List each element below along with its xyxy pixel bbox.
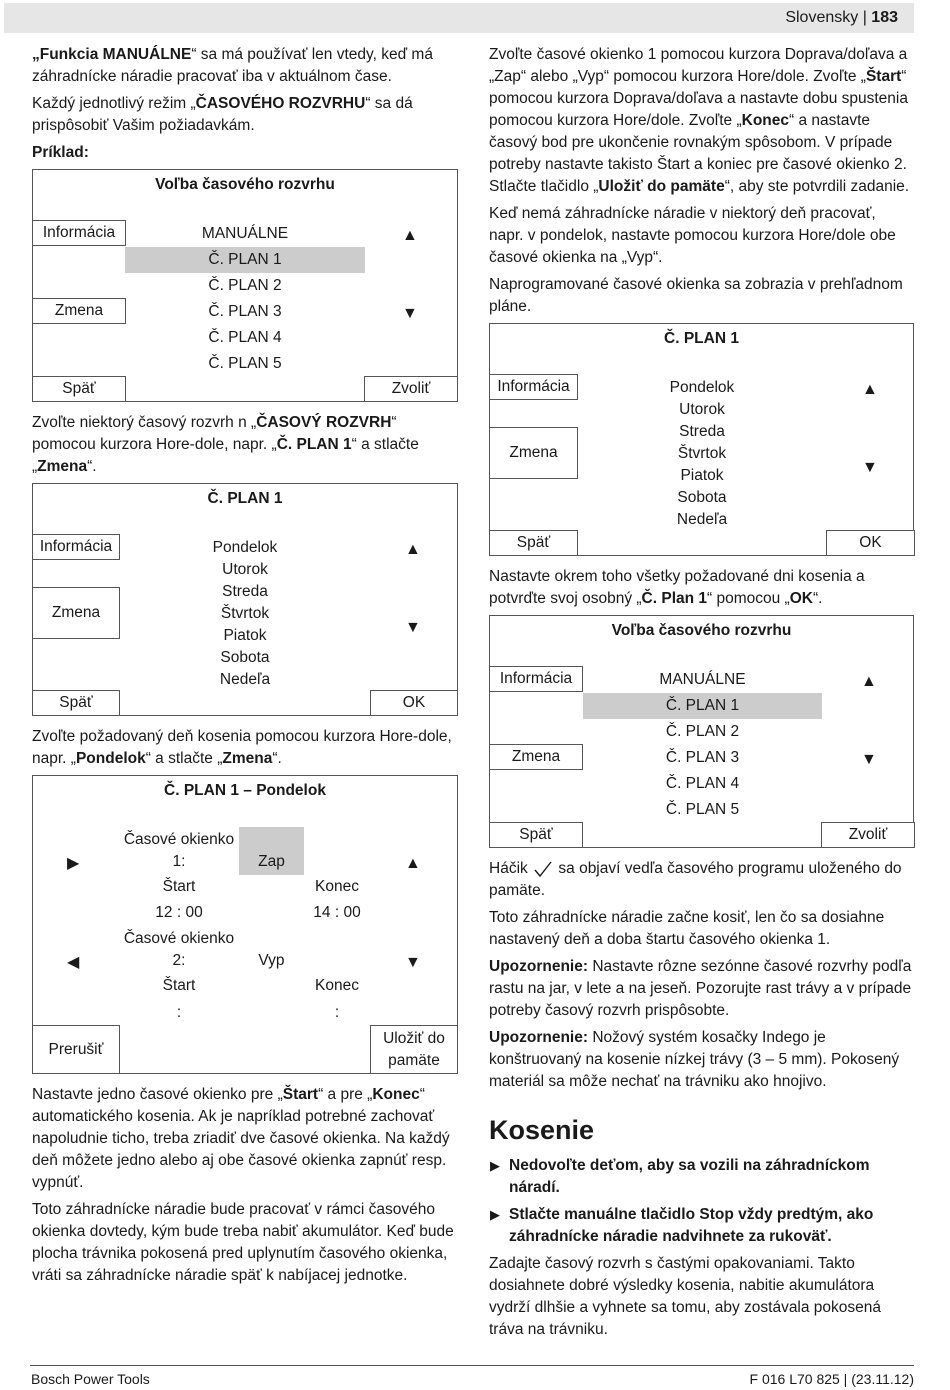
- window1-label: [119, 829, 239, 873]
- info-button[interactable]: Informácia: [32, 220, 126, 246]
- display-plan-days: [32, 483, 458, 716]
- bold-text: ČASOVÉHO ROZVRHU: [195, 95, 366, 112]
- footer-divider: [30, 1365, 914, 1366]
- window1-end-label: Konec: [315, 878, 359, 895]
- text: Keď nemá záhradnícke náradie v niektorý deň pracovať, napr. v pondelok, nastavte pomocou kurzora Hore/dole obe časové okienka na „Vyp“.: [489, 205, 896, 266]
- list-item[interactable]: Piatok: [680, 467, 724, 484]
- text: sa objaví vedľa časového programu uloženého do pamäte.: [489, 860, 902, 899]
- text: Nastavte okrem toho všetky požadované dni kosenia a potvrďte svoj osobný „: [489, 568, 865, 607]
- bold-text: Zmena: [37, 458, 88, 475]
- list-item[interactable]: Utorok: [222, 561, 268, 578]
- list-item[interactable]: Č. PLAN 3: [665, 749, 740, 766]
- ok-button[interactable]: OK: [826, 530, 915, 556]
- change-button[interactable]: Zmena: [489, 427, 578, 479]
- note-seasonal: [489, 956, 914, 1022]
- paragraph-checkmark: [489, 858, 914, 902]
- bold-text: Zmena: [222, 750, 273, 767]
- bold-text: Štart: [865, 68, 902, 85]
- paragraph-no-work-day: [489, 203, 914, 269]
- text: “ pomocou kurzora Hore-dole, napr. „: [32, 414, 397, 453]
- list-item[interactable]: Nedeľa: [676, 511, 728, 528]
- paragraph-manual-function: [32, 44, 460, 88]
- header-text: [785, 7, 898, 29]
- paragraph-choose-schedule: [32, 412, 460, 478]
- text: Zadajte časový rozvrh s častými opakovaniami. Takto dosiahnete dobré výsledky kosenia, nabitie akumulátora vydrží dlhšie a vyhnete sa tomu, aby zostávala pokosená tráva na trávniku.: [489, 1255, 882, 1338]
- back-button[interactable]: Späť: [32, 376, 126, 402]
- up-arrow-icon[interactable]: ▲: [405, 855, 421, 872]
- window2-start-time[interactable]: :: [176, 1004, 182, 1021]
- text: “.: [87, 458, 97, 475]
- info-button[interactable]: Informácia: [32, 534, 120, 560]
- back-button[interactable]: Späť: [489, 530, 578, 556]
- ok-button[interactable]: OK: [370, 690, 458, 716]
- footer-doc-id: F 016 L70 825 | (23.11.12): [749, 1371, 914, 1387]
- panel-title: Č. PLAN 1: [664, 330, 739, 347]
- paragraph-example: [32, 142, 460, 164]
- cancel-button[interactable]: Prerušiť: [32, 1025, 120, 1074]
- text: “ a stlačte „: [32, 436, 419, 475]
- list-item[interactable]: Pondelok: [669, 379, 735, 396]
- list-item[interactable]: Sobota: [677, 489, 727, 506]
- up-arrow-icon[interactable]: ▲: [405, 541, 421, 558]
- save-label-line: Uložiť do: [383, 1030, 445, 1047]
- list-item[interactable]: Č. PLAN 4: [665, 775, 740, 792]
- text: “.: [272, 750, 282, 767]
- list-item[interactable]: Nedeľa: [219, 671, 271, 688]
- list-item[interactable]: Č. PLAN 2: [208, 277, 282, 294]
- text: “ sa má používať len vtedy, keď má záhradnícke náradie pracovať iba v aktuálnom čase.: [32, 46, 433, 85]
- panel-title: Voľba časového rozvrhu: [155, 176, 335, 193]
- down-arrow-icon[interactable]: ▼: [862, 459, 878, 476]
- text: Toto záhradnícke náradie začne kosiť, len čo sa dosiahne nastavený deň a doba štartu časového okienka 1.: [489, 909, 885, 948]
- bold-text: Č. PLAN 1: [276, 436, 352, 453]
- text: “ pomocou kurzora Doprava/doľava a nastavte dobu spustenia pomocou kurzora Hore/dole. Zvoľte „: [489, 68, 908, 129]
- schedule-list: [583, 667, 822, 823]
- text: “ a nastavte časový bod pre ukončenie rovnakým spôsobom. V prípade potreby nastavte takisto Štart a koniec pre časové okienko 2. Stlačte tlačidlo „: [489, 112, 907, 195]
- bold-text: Upozornenie:: [489, 1029, 589, 1046]
- bold-text: Upozornenie:: [489, 958, 589, 975]
- change-button[interactable]: Zmena: [32, 587, 120, 639]
- bold-text: Príklad:: [32, 144, 89, 161]
- display-time-windows: [32, 775, 458, 1074]
- window2-start-label: Štart: [162, 977, 196, 994]
- text: Každý jednotlivý režim „: [32, 95, 196, 112]
- text: “ a pre „: [318, 1086, 373, 1103]
- list-item-selected[interactable]: Č. PLAN 1: [583, 693, 822, 719]
- window2-state[interactable]: Vyp: [258, 952, 285, 969]
- display-schedule-selection-2: [489, 615, 914, 848]
- note-blade-system: [489, 1027, 914, 1093]
- footer-brand: Bosch Power Tools: [31, 1371, 150, 1387]
- label-line: 2:: [172, 952, 186, 969]
- list-item[interactable]: Štvrtok: [220, 605, 270, 622]
- list-item-selected[interactable]: Č. PLAN 1: [125, 247, 365, 273]
- paragraph-working-time: [32, 1199, 460, 1287]
- page-header: [4, 3, 914, 33]
- text: Háčik: [489, 860, 528, 877]
- window2-end-time[interactable]: :: [334, 1004, 340, 1021]
- save-button[interactable]: [370, 1025, 458, 1074]
- window2-label: [119, 928, 239, 972]
- list-item[interactable]: Č. PLAN 3: [208, 303, 282, 320]
- down-arrow-icon[interactable]: ▼: [861, 751, 877, 768]
- paragraph-start-mowing: [489, 907, 914, 951]
- bold-text: „Funkcia MANUÁLNE: [32, 46, 192, 63]
- list-item[interactable]: MANUÁLNE: [201, 225, 289, 242]
- right-column: [489, 44, 914, 1346]
- bold-text: Konec: [372, 1086, 420, 1103]
- paragraph-set-window: [32, 1084, 460, 1194]
- day-list: [145, 537, 345, 691]
- text: Naprogramované časové okienka sa zobrazia v prehľadnom pláne.: [489, 276, 903, 315]
- text: Zvoľte niektorý časový rozvrh n „: [32, 414, 257, 431]
- window1-start-label: Štart: [162, 878, 196, 895]
- text: Zvoľte požadovaný deň kosenia pomocou kurzora Hore-dole, napr. „: [32, 728, 452, 767]
- list-item[interactable]: Č. PLAN 5: [208, 355, 282, 372]
- text: “ automatického kosenia. Ak je napríklad potrebné zachovať napoludnie ticho, treba zriadiť dve časové okienka. Na každý deň môžete jedno alebo aj obe časové okienka zapnúť resp. vypnúť.: [32, 1086, 450, 1191]
- list-item[interactable]: Č. PLAN 5: [665, 801, 740, 818]
- header-language: Slovensky: [785, 9, 859, 26]
- left-arrow-icon[interactable]: ◀: [67, 954, 80, 971]
- bold-text: OK: [789, 590, 813, 607]
- text: “ pomocou „: [707, 590, 790, 607]
- bullet-text: Nedovoľte deťom, aby sa vozili na záhradníckom náradí.: [509, 1157, 870, 1196]
- checkmark-icon: [532, 859, 554, 879]
- bold-text: Pondelok: [75, 750, 146, 767]
- text: Nastavte jedno časové okienko pre „: [32, 1086, 283, 1103]
- up-arrow-icon[interactable]: ▲: [862, 381, 878, 398]
- list-item[interactable]: Utorok: [679, 401, 725, 418]
- down-arrow-icon[interactable]: ▼: [405, 619, 421, 636]
- change-button[interactable]: Zmena: [489, 744, 583, 770]
- header-separator: |: [862, 9, 867, 26]
- up-arrow-icon[interactable]: ▲: [861, 673, 877, 690]
- text: “ sa dá prispôsobiť Vašim požiadavkám.: [32, 95, 413, 134]
- right-arrow-icon[interactable]: ▶: [67, 855, 80, 872]
- list-item[interactable]: Štvrtok: [677, 445, 727, 462]
- bold-text: ČASOVÝ ROZVRH: [256, 414, 392, 431]
- display-plan-overview: [489, 323, 914, 556]
- info-button[interactable]: Informácia: [489, 374, 578, 400]
- schedule-list: [125, 221, 365, 377]
- list-item[interactable]: Streda: [679, 423, 725, 440]
- text: “ a stlačte „: [145, 750, 223, 767]
- list-item[interactable]: Pondelok: [212, 539, 278, 556]
- paragraph-overview: [489, 274, 914, 318]
- bullet-text: Stlačte manuálne tlačidlo Stop vždy predtým, ako záhradnícke náradie nadvihnete za rukoväť.: [509, 1206, 874, 1245]
- paragraph-choose-day: [32, 726, 460, 770]
- bullet-triangle-icon: ▶: [490, 1207, 500, 1222]
- bold-text: Č. Plan 1: [641, 590, 708, 607]
- bold-text: Uložiť do pamäte: [598, 178, 725, 195]
- label-line: 1:: [172, 853, 186, 870]
- panel-title: Voľba časového rozvrhu: [611, 622, 792, 639]
- text: Zvoľte časové okienko 1 pomocou kurzora Doprava/doľava a „Zap“ alebo „Vyp“ pomocou kurzora Hore/dole. Zvoľte „: [489, 46, 908, 85]
- panel-title: Č. PLAN 1 – Pondelok: [164, 782, 326, 799]
- window1-state[interactable]: Zap: [258, 853, 285, 870]
- paragraph-confirm-plan: [489, 566, 914, 610]
- left-column: [32, 44, 460, 1292]
- text: Toto záhradnícke náradie bude pracovať v rámci časového okienka dovtedy, kým bude treba nabiť akumulátor. Keď bude plocha trávnika pokosená pred uplynutím časového okienka, vráti sa záhradnícke náradie späť k nabíjacej jednotke.: [32, 1201, 454, 1284]
- text: Nožový systém kosačky Indego je konštruovaný na kosenie nízkej trávy (3 – 5 mm). Pokosený materiál sa môže nechať na trávniku ako hnojivo.: [489, 1029, 900, 1090]
- list-item[interactable]: Streda: [222, 583, 268, 600]
- section-heading: Kosenie: [489, 1115, 595, 1145]
- window2-end-label: Konec: [315, 977, 359, 994]
- label-line: Časové okienko: [123, 831, 235, 848]
- window1-end-time[interactable]: 14 : 00: [313, 904, 361, 921]
- info-button[interactable]: Informácia: [489, 666, 583, 692]
- day-list: [602, 377, 802, 531]
- select-button[interactable]: Zvoliť: [821, 822, 915, 848]
- list-item[interactable]: Sobota: [220, 649, 270, 666]
- bold-text: Konec: [741, 112, 790, 129]
- down-arrow-icon[interactable]: ▼: [402, 305, 418, 322]
- save-label-line: pamäte: [388, 1052, 440, 1069]
- change-button[interactable]: Zmena: [32, 298, 126, 324]
- bullet-triangle-icon: ▶: [490, 1158, 500, 1173]
- text: “.: [812, 590, 823, 607]
- paragraph-schedule-modes: [32, 93, 460, 137]
- text: “, aby ste potvrdili zadanie.: [724, 178, 910, 195]
- panel-title: Č. PLAN 1: [207, 490, 283, 507]
- bold-text: Štart: [282, 1086, 319, 1103]
- text: Nastavte rôzne sezónne časové rozvrhy podľa rastu na jar, v lete a na jeseň. Pozorujte rast trávy a v prípade potreby časový rozvrh prispôsobte.: [489, 958, 912, 1019]
- list-item[interactable]: Č. PLAN 4: [208, 329, 282, 346]
- back-button[interactable]: Späť: [489, 822, 583, 848]
- back-button[interactable]: Späť: [32, 690, 120, 716]
- list-item[interactable]: Piatok: [223, 627, 267, 644]
- select-button[interactable]: Zvoliť: [364, 376, 458, 402]
- list-item[interactable]: MANUÁLNE: [659, 671, 746, 688]
- display-schedule-selection: [32, 169, 458, 402]
- warning-bullet: [489, 1155, 914, 1199]
- list-item[interactable]: Č. PLAN 2: [665, 723, 740, 740]
- page-number: 183: [871, 9, 898, 26]
- label-line: Časové okienko: [123, 930, 235, 947]
- warning-bullet: [489, 1204, 914, 1248]
- window1-start-time[interactable]: 12 : 00: [155, 904, 203, 921]
- up-arrow-icon[interactable]: ▲: [402, 227, 418, 244]
- paragraph-select-window: [489, 44, 914, 198]
- down-arrow-icon[interactable]: ▼: [405, 954, 421, 971]
- paragraph-frequent-schedule: [489, 1253, 914, 1341]
